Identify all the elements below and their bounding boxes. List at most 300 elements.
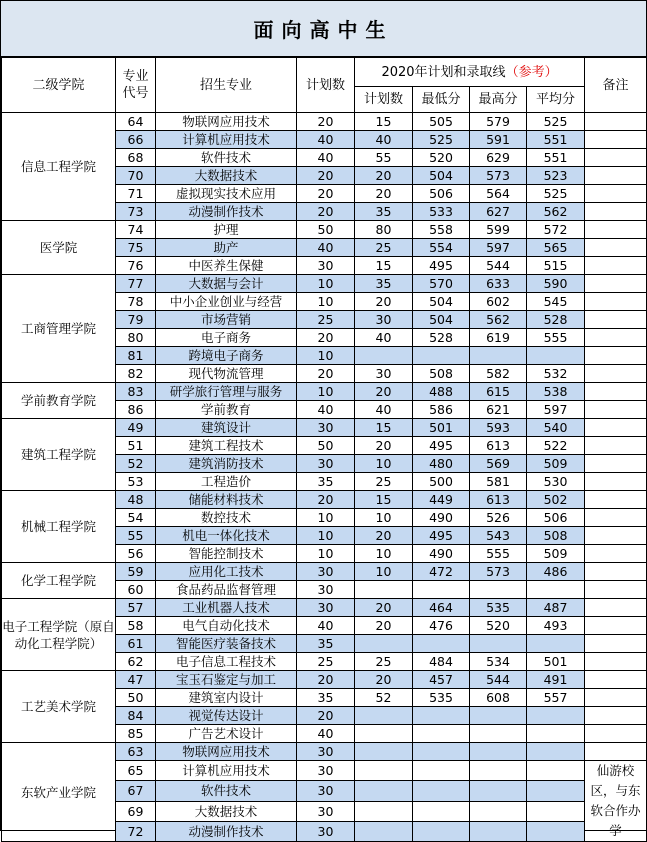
plan-2020: 15 [355, 419, 413, 437]
avg-score: 509 [527, 545, 585, 563]
plan-2020: 15 [355, 257, 413, 275]
plan-2020: 20 [355, 293, 413, 311]
college-name: 信息工程学院 [2, 113, 116, 221]
college-name: 化学工程学院 [2, 563, 116, 599]
note-cell [585, 383, 647, 401]
major-name: 动漫制作技术 [156, 821, 297, 841]
avg-score: 565 [527, 239, 585, 257]
header-avg-score: 平均分 [527, 87, 585, 113]
avg-score: 528 [527, 311, 585, 329]
avg-score: 551 [527, 131, 585, 149]
major-name: 大数据技术 [156, 167, 297, 185]
plan-count: 30 [297, 801, 355, 821]
max-score: 602 [470, 293, 527, 311]
min-score: 525 [413, 131, 470, 149]
avg-score: 515 [527, 257, 585, 275]
plan-count: 30 [297, 455, 355, 473]
plan-count: 30 [297, 599, 355, 617]
college-name: 学前教育学院 [2, 383, 116, 419]
plan-count: 10 [297, 293, 355, 311]
college-name: 电子工程学院（原自动化工程学院） [2, 599, 116, 671]
avg-score [527, 725, 585, 743]
max-score: 555 [470, 545, 527, 563]
max-score: 569 [470, 455, 527, 473]
plan-count: 20 [297, 707, 355, 725]
college-name: 机械工程学院 [2, 491, 116, 563]
major-code: 51 [116, 437, 156, 455]
avg-score [527, 781, 585, 801]
plan-count: 40 [297, 725, 355, 743]
plan-2020: 80 [355, 221, 413, 239]
major-code: 83 [116, 383, 156, 401]
major-name: 研学旅行管理与服务 [156, 383, 297, 401]
table-row [2, 563, 647, 581]
table-row [2, 419, 647, 437]
min-score [413, 635, 470, 653]
major-name: 学前教育 [156, 401, 297, 419]
major-code: 68 [116, 149, 156, 167]
major-code: 82 [116, 365, 156, 383]
min-score: 488 [413, 383, 470, 401]
major-code: 75 [116, 239, 156, 257]
major-code: 77 [116, 275, 156, 293]
min-score: 457 [413, 671, 470, 689]
major-name: 物联网应用技术 [156, 743, 297, 761]
major-name: 动漫制作技术 [156, 203, 297, 221]
max-score: 579 [470, 113, 527, 131]
note-cell [585, 473, 647, 491]
plan-count: 10 [297, 383, 355, 401]
note-cell [585, 167, 647, 185]
max-score: 599 [470, 221, 527, 239]
major-code: 49 [116, 419, 156, 437]
avg-score: 532 [527, 365, 585, 383]
plan-count: 20 [297, 203, 355, 221]
min-score: 464 [413, 599, 470, 617]
major-code: 48 [116, 491, 156, 509]
plan-2020: 30 [355, 311, 413, 329]
major-code: 63 [116, 743, 156, 761]
table-row [2, 221, 647, 239]
major-code: 84 [116, 707, 156, 725]
major-name: 电气自动化技术 [156, 617, 297, 635]
avg-score: 597 [527, 401, 585, 419]
header-plan: 计划数 [297, 58, 355, 113]
plan-count: 40 [297, 617, 355, 635]
avg-score: 555 [527, 329, 585, 347]
plan-2020: 15 [355, 113, 413, 131]
avg-score: 525 [527, 185, 585, 203]
major-name: 助产 [156, 239, 297, 257]
max-score: 562 [470, 311, 527, 329]
major-name: 工程造价 [156, 473, 297, 491]
note-cell [585, 509, 647, 527]
min-score: 533 [413, 203, 470, 221]
note-cell [585, 743, 647, 761]
major-name: 电子信息工程技术 [156, 653, 297, 671]
major-name: 视觉传达设计 [156, 707, 297, 725]
max-score: 520 [470, 617, 527, 635]
plan-count: 40 [297, 239, 355, 257]
major-name: 软件技术 [156, 781, 297, 801]
plan-count: 20 [297, 329, 355, 347]
max-score: 573 [470, 563, 527, 581]
plan-count: 30 [297, 419, 355, 437]
note-cell [585, 185, 647, 203]
note-cell [585, 203, 647, 221]
note-cell: 仙游校区，与东软合作办学 [585, 761, 647, 842]
avg-score: 508 [527, 527, 585, 545]
avg-score: 501 [527, 653, 585, 671]
avg-score [527, 707, 585, 725]
major-name: 智能控制技术 [156, 545, 297, 563]
max-score: 633 [470, 275, 527, 293]
max-score: 608 [470, 689, 527, 707]
max-score: 591 [470, 131, 527, 149]
table-row [2, 113, 647, 131]
plan-count: 10 [297, 509, 355, 527]
max-score: 619 [470, 329, 527, 347]
plan-2020: 20 [355, 617, 413, 635]
max-score: 621 [470, 401, 527, 419]
avg-score [527, 347, 585, 365]
note-cell [585, 563, 647, 581]
header-2020-group: 2020年计划和录取线（参考） [355, 58, 585, 87]
major-code: 52 [116, 455, 156, 473]
plan-count: 10 [297, 275, 355, 293]
plan-count: 35 [297, 689, 355, 707]
plan-count: 20 [297, 365, 355, 383]
major-code: 58 [116, 617, 156, 635]
min-score: 495 [413, 257, 470, 275]
avg-score: 562 [527, 203, 585, 221]
plan-2020: 20 [355, 383, 413, 401]
page-title: 面向高中生 [1, 1, 646, 57]
min-score: 504 [413, 167, 470, 185]
min-score: 554 [413, 239, 470, 257]
min-score: 495 [413, 437, 470, 455]
major-code: 86 [116, 401, 156, 419]
college-name: 工艺美术学院 [2, 671, 116, 743]
major-code: 64 [116, 113, 156, 131]
plan-count: 30 [297, 581, 355, 599]
college-name: 工商管理学院 [2, 275, 116, 383]
max-score [470, 347, 527, 365]
major-name: 现代物流管理 [156, 365, 297, 383]
plan-2020: 20 [355, 527, 413, 545]
note-cell [585, 311, 647, 329]
major-code: 74 [116, 221, 156, 239]
note-cell [585, 689, 647, 707]
min-score: 484 [413, 653, 470, 671]
major-name: 大数据技术 [156, 801, 297, 821]
max-score [470, 761, 527, 781]
plan-count: 25 [297, 311, 355, 329]
major-code: 72 [116, 821, 156, 841]
min-score: 504 [413, 293, 470, 311]
major-code: 47 [116, 671, 156, 689]
plan-2020: 55 [355, 149, 413, 167]
note-cell [585, 635, 647, 653]
avg-score: 545 [527, 293, 585, 311]
table-row [2, 383, 647, 401]
min-score: 504 [413, 311, 470, 329]
max-score: 615 [470, 383, 527, 401]
plan-2020 [355, 821, 413, 841]
avg-score: 506 [527, 509, 585, 527]
note-cell [585, 671, 647, 689]
min-score [413, 707, 470, 725]
major-code: 81 [116, 347, 156, 365]
avg-score: 523 [527, 167, 585, 185]
major-code: 54 [116, 509, 156, 527]
major-name: 食品药品监督管理 [156, 581, 297, 599]
max-score: 627 [470, 203, 527, 221]
note-cell [585, 653, 647, 671]
header-max-score: 最高分 [470, 87, 527, 113]
note-cell [585, 149, 647, 167]
max-score [470, 707, 527, 725]
major-name: 建筑工程技术 [156, 437, 297, 455]
max-score [470, 743, 527, 761]
min-score [413, 347, 470, 365]
min-score: 472 [413, 563, 470, 581]
note-cell [585, 401, 647, 419]
avg-score: 551 [527, 149, 585, 167]
max-score: 543 [470, 527, 527, 545]
plan-count: 25 [297, 653, 355, 671]
plan-2020: 20 [355, 671, 413, 689]
max-score: 526 [470, 509, 527, 527]
note-cell [585, 131, 647, 149]
plan-2020 [355, 725, 413, 743]
header-note: 备注 [585, 58, 647, 113]
max-score: 582 [470, 365, 527, 383]
avg-score: 502 [527, 491, 585, 509]
major-name: 建筑室内设计 [156, 689, 297, 707]
note-cell [585, 437, 647, 455]
min-score [413, 821, 470, 841]
major-code: 67 [116, 781, 156, 801]
avg-score: 530 [527, 473, 585, 491]
avg-score: 486 [527, 563, 585, 581]
table-row [2, 743, 647, 761]
major-code: 59 [116, 563, 156, 581]
min-score: 490 [413, 509, 470, 527]
table-row [2, 599, 647, 617]
min-score: 528 [413, 329, 470, 347]
plan-count: 10 [297, 347, 355, 365]
note-cell [585, 257, 647, 275]
plan-count: 30 [297, 257, 355, 275]
major-name: 电子商务 [156, 329, 297, 347]
plan-2020: 25 [355, 473, 413, 491]
plan-2020: 40 [355, 401, 413, 419]
plan-count: 30 [297, 781, 355, 801]
plan-count: 50 [297, 221, 355, 239]
major-code: 61 [116, 635, 156, 653]
admission-table [1, 57, 647, 842]
avg-score [527, 635, 585, 653]
plan-2020: 20 [355, 437, 413, 455]
min-score [413, 781, 470, 801]
min-score: 480 [413, 455, 470, 473]
max-score: 613 [470, 437, 527, 455]
max-score: 564 [470, 185, 527, 203]
avg-score: 487 [527, 599, 585, 617]
major-name: 机电一体化技术 [156, 527, 297, 545]
note-cell [585, 527, 647, 545]
major-code: 79 [116, 311, 156, 329]
note-cell [585, 275, 647, 293]
plan-2020: 15 [355, 491, 413, 509]
major-code: 62 [116, 653, 156, 671]
min-score: 476 [413, 617, 470, 635]
major-code: 57 [116, 599, 156, 617]
min-score [413, 761, 470, 781]
plan-2020 [355, 635, 413, 653]
plan-count: 40 [297, 401, 355, 419]
plan-2020: 40 [355, 131, 413, 149]
plan-2020: 35 [355, 275, 413, 293]
plan-2020 [355, 761, 413, 781]
plan-count: 20 [297, 491, 355, 509]
major-code: 73 [116, 203, 156, 221]
plan-2020 [355, 801, 413, 821]
reference-note: （参考） [505, 64, 558, 80]
min-score: 506 [413, 185, 470, 203]
table-row [2, 275, 647, 293]
major-name: 计算机应用技术 [156, 761, 297, 781]
min-score [413, 743, 470, 761]
major-code: 50 [116, 689, 156, 707]
plan-2020: 35 [355, 203, 413, 221]
college-name: 建筑工程学院 [2, 419, 116, 491]
major-name: 计算机应用技术 [156, 131, 297, 149]
header-min-score: 最低分 [413, 87, 470, 113]
min-score: 501 [413, 419, 470, 437]
avg-score: 538 [527, 383, 585, 401]
avg-score: 509 [527, 455, 585, 473]
avg-score: 590 [527, 275, 585, 293]
major-code: 70 [116, 167, 156, 185]
plan-count: 20 [297, 185, 355, 203]
plan-2020: 10 [355, 509, 413, 527]
college-name: 东软产业学院 [2, 743, 116, 842]
major-name: 物联网应用技术 [156, 113, 297, 131]
max-score: 573 [470, 167, 527, 185]
max-score: 581 [470, 473, 527, 491]
plan-count: 10 [297, 545, 355, 563]
avg-score: 540 [527, 419, 585, 437]
avg-score [527, 801, 585, 821]
major-name: 宝玉石鉴定与加工 [156, 671, 297, 689]
major-name: 建筑设计 [156, 419, 297, 437]
major-code: 66 [116, 131, 156, 149]
max-score [470, 635, 527, 653]
plan-2020: 30 [355, 365, 413, 383]
note-cell [585, 545, 647, 563]
plan-2020 [355, 581, 413, 599]
min-score: 505 [413, 113, 470, 131]
max-score [470, 581, 527, 599]
major-code: 80 [116, 329, 156, 347]
note-cell [585, 239, 647, 257]
plan-count: 20 [297, 113, 355, 131]
min-score: 490 [413, 545, 470, 563]
note-cell [585, 581, 647, 599]
major-name: 广告艺术设计 [156, 725, 297, 743]
note-cell [585, 455, 647, 473]
max-score: 544 [470, 671, 527, 689]
note-cell [585, 113, 647, 131]
min-score: 520 [413, 149, 470, 167]
plan-count: 30 [297, 821, 355, 841]
major-code: 65 [116, 761, 156, 781]
note-cell [585, 707, 647, 725]
plan-2020 [355, 347, 413, 365]
plan-2020: 25 [355, 653, 413, 671]
max-score [470, 725, 527, 743]
plan-count: 20 [297, 671, 355, 689]
major-code: 53 [116, 473, 156, 491]
note-cell [585, 329, 647, 347]
max-score: 535 [470, 599, 527, 617]
major-name: 中医养生保健 [156, 257, 297, 275]
major-code: 76 [116, 257, 156, 275]
major-name: 护理 [156, 221, 297, 239]
min-score: 586 [413, 401, 470, 419]
college-name: 医学院 [2, 221, 116, 275]
major-code: 60 [116, 581, 156, 599]
max-score: 593 [470, 419, 527, 437]
min-score [413, 725, 470, 743]
major-code: 78 [116, 293, 156, 311]
table-row [2, 671, 647, 689]
avg-score [527, 743, 585, 761]
min-score: 558 [413, 221, 470, 239]
plan-count: 35 [297, 635, 355, 653]
note-cell [585, 599, 647, 617]
plan-count: 30 [297, 743, 355, 761]
plan-count: 20 [297, 167, 355, 185]
plan-count: 40 [297, 149, 355, 167]
plan-count: 50 [297, 437, 355, 455]
note-cell [585, 293, 647, 311]
plan-2020 [355, 781, 413, 801]
min-score: 570 [413, 275, 470, 293]
avg-score [527, 761, 585, 781]
major-code: 56 [116, 545, 156, 563]
major-code: 71 [116, 185, 156, 203]
plan-count: 40 [297, 131, 355, 149]
major-code: 69 [116, 801, 156, 821]
major-name: 虚拟现实技术应用 [156, 185, 297, 203]
plan-2020: 10 [355, 563, 413, 581]
major-name: 建筑消防技术 [156, 455, 297, 473]
note-cell [585, 347, 647, 365]
avg-score: 493 [527, 617, 585, 635]
major-code: 55 [116, 527, 156, 545]
major-name: 大数据与会计 [156, 275, 297, 293]
header-2020-plan: 计划数 [355, 87, 413, 113]
header-major-code: 专业 代号 [116, 58, 156, 113]
min-score: 449 [413, 491, 470, 509]
note-cell [585, 491, 647, 509]
plan-2020 [355, 707, 413, 725]
min-score [413, 581, 470, 599]
plan-count: 35 [297, 473, 355, 491]
